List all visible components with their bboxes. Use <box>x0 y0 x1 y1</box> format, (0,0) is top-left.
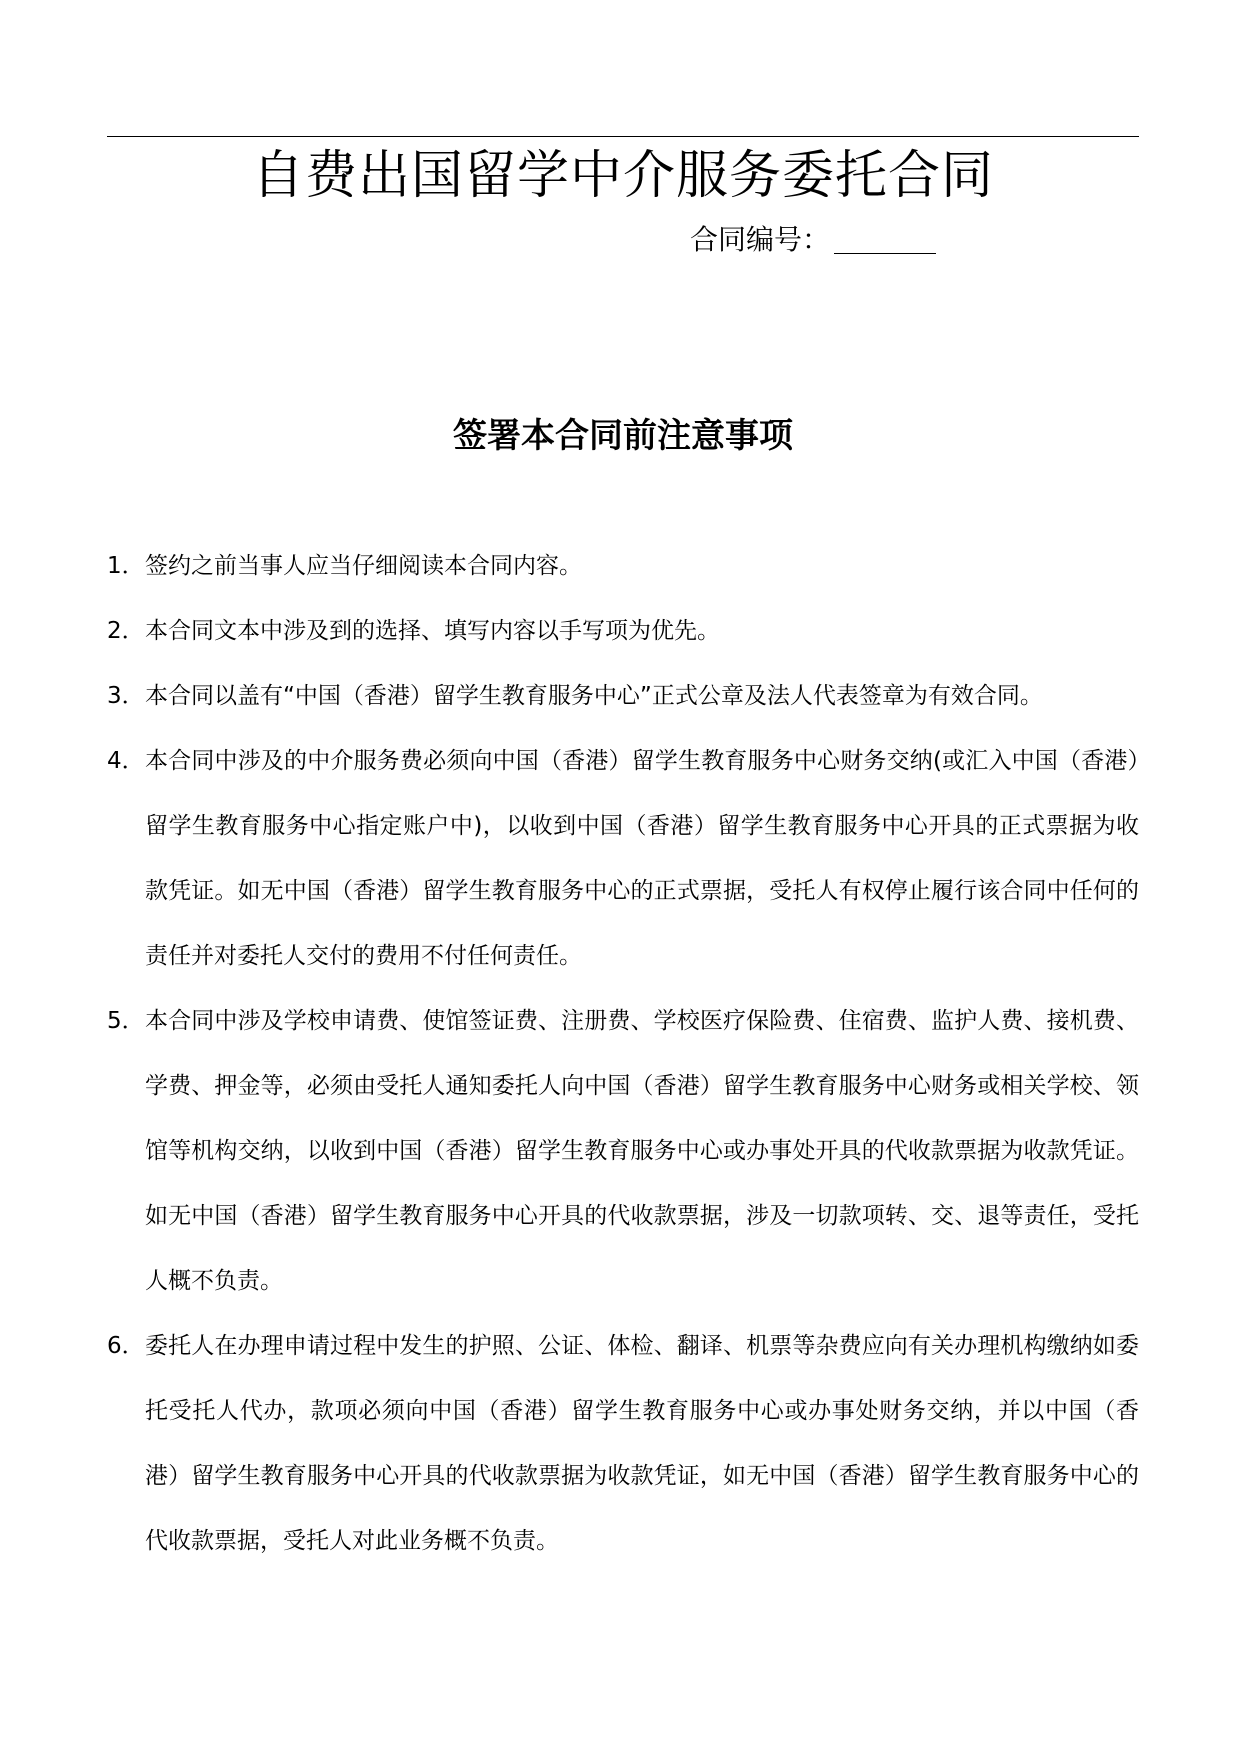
notice-item <box>107 1314 1139 1574</box>
notice-number: 3． <box>107 683 145 709</box>
notice-text: 本合同文本中涉及到的选择、填写内容以手写项为优先。 <box>145 618 720 644</box>
notice-item <box>107 989 1139 1314</box>
notices-heading: 签署本合同前注意事项 <box>453 416 793 456</box>
notice-number: 5． <box>107 1008 145 1034</box>
notice-text: 委托人在办理申请过程中发生的护照、公证、体检、翻译、机票等杂费应向有关办理机构缴纳如委托受托人代办，款项必须向中国（香港）留学生教育服务中心或办事处财务交纳，并以中国（香港）留学生教育服务中心开具的代收款票据为收款凭证，如无中国（香港）留学生教育服务中心的代收款票据，受托人对此业务概不负责。 <box>145 1333 1139 1554</box>
notice-item <box>107 729 1139 989</box>
notice-number: 2． <box>107 618 145 644</box>
contract-number <box>690 218 936 262</box>
document-title: 自费出国留学中介服务委托合同 <box>251 146 994 206</box>
notice-number: 1． <box>107 553 145 579</box>
notice-item <box>107 534 1139 599</box>
contract-number-label: 合同编号： <box>690 223 831 256</box>
notice-number: 4． <box>107 748 145 774</box>
notices-list <box>107 534 1139 1574</box>
notice-text: 签约之前当事人应当仔细阅读本合同内容。 <box>145 553 582 579</box>
notice-text: 本合同中涉及学校申请费、使馆签证费、注册费、学校医疗保险费、住宿费、监护人费、接机费、学费、押金等，必须由受托人通知委托人向中国（香港）留学生教育服务中心财务或相关学校、领馆等机构交纳，以收到中国（香港）留学生教育服务中心或办事处开具的代收款票据为收款凭证。如无中国（香港）留学生教育服务中心开具的代收款票据，涉及一切款项转、交、退等责任，受托人概不负责。 <box>145 1008 1139 1294</box>
notice-text: 本合同中涉及的中介服务费必须向中国（香港）留学生教育服务中心财务交纳(或汇入中国（香港）留学生教育服务中心指定账户中)，以收到中国（香港）留学生教育服务中心开具的正式票据为收款凭证。如无中国（香港）留学生教育服务中心的正式票据，受托人有权停止履行该合同中任何的责任并对委托人交付的费用不付任何责任。 <box>145 748 1139 969</box>
notice-number: 6． <box>107 1333 145 1359</box>
notice-item <box>107 664 1139 729</box>
notice-item <box>107 599 1139 664</box>
contract-number-blank <box>834 223 936 254</box>
header-rule <box>107 136 1139 137</box>
notice-text: 本合同以盖有“中国（香港）留学生教育服务中心”正式公章及法人代表签章为有效合同。 <box>145 683 1043 709</box>
